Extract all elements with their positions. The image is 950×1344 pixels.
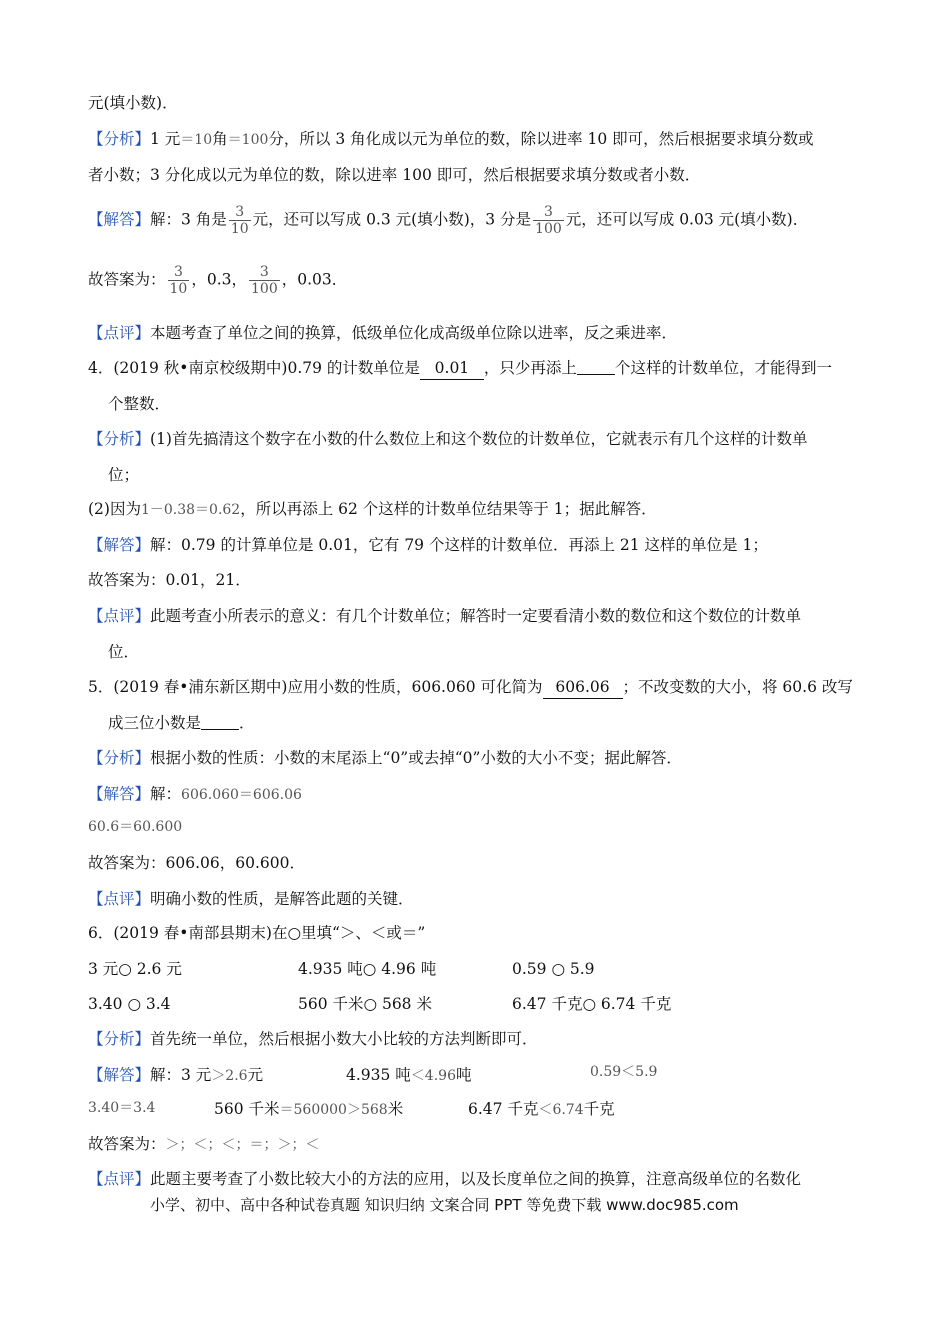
fraction: $\frac{3}{10}$ (169, 264, 188, 297)
solution-line: 【解答】解：0.79 的计算单位是 0.01，它有 79 个这样的计数单位．再添上 21 这样的单位是 1； (88, 536, 768, 554)
answer-line: 故答案为：606.06，60.600． (88, 854, 305, 872)
comment-line: 位． (108, 643, 140, 661)
comment-line: 【点评】此题考查小所表示的意义：有几个计数单位；解答时一定要看清小数的数位和这个数位的计数单 (88, 607, 802, 625)
solution-tag: 【解答】 (88, 1066, 151, 1084)
solution-tag: 【解答】 (88, 785, 151, 803)
answer-line: 故答案为：0.01，21． (88, 571, 251, 589)
answer-line: 故答案为： $\frac{3}{10}$ ，0.3， $\frac{3}{100}$ ，0.03． (88, 264, 348, 297)
compare-item: 6.47 千克○ 6.74 千克 (512, 995, 672, 1013)
blank (201, 713, 239, 730)
comment-line: 【点评】此题主要考查了小数比较大小的方法的应用，以及长度单位之间的换算，注意高级单位的名数化 (88, 1170, 802, 1188)
analysis-line: 者小数；3 分化成以元为单位的数，除以进率 100 即可，然后根据要求填分数或者小数． (88, 166, 701, 184)
solution-tag: 【解答】 (88, 210, 151, 229)
solution-item: 6.47 千克＜6.74千克 (468, 1100, 615, 1118)
analysis-tag: 【分析】 (88, 1030, 151, 1048)
footer-banner: 小学、初中、高中各种试卷真题 知识归纳 文案合同 PPT 等免费下载 www.doc985.com (150, 1196, 739, 1214)
comment-tag: 【点评】 (88, 607, 151, 625)
fraction: $\frac{3}{10}$ (230, 204, 249, 237)
analysis-line: 【分析】首先统一单位，然后根据小数大小比较的方法判断即可． (88, 1030, 538, 1048)
compare-item: 4.935 吨○ 4.96 吨 (298, 960, 437, 978)
question-6: 6．(2019 春•南部县期末)在○里填“＞、＜或＝” (88, 924, 426, 942)
solution-line: 60.6＝60.600 (88, 819, 183, 835)
fraction: $\frac{3}{100}$ (535, 204, 562, 237)
solution-line: 【解答】解：606.060＝606.06 (88, 785, 302, 803)
analysis-line: 【分析】(1)首先搞清这个数字在小数的什么数位上和这个数位的计数单位，它就表示有几个这样的计数单 (88, 430, 808, 448)
analysis-line: 【分析】根据小数的性质：小数的末尾添上“0”或去掉“0”小数的大小不变；据此解答． (88, 749, 682, 767)
comment-tag: 【点评】 (88, 324, 151, 342)
analysis-tag: 【分析】 (88, 430, 151, 448)
solution-tag: 【解答】 (88, 536, 151, 554)
answer-line: 故答案为：＞；＜；＜；＝；＞；＜ (88, 1135, 320, 1153)
compare-item: 0.59 ○ 5.9 (512, 960, 595, 978)
analysis-line: 【分析】1 元＝10角＝100分，所以 3 角化成以元为单位的数，除以进率 10 即可，然后根据要求填分数或 (88, 130, 814, 148)
question-4: 4．(2019 秋•南京校级期中)0.79 的计数单位是 0.01 ，只少再添上 个这样的计数单位，才能得到一 (88, 357, 832, 380)
answer-underline: 0.01 (420, 357, 484, 380)
answer-underline: 606.06 (543, 676, 623, 699)
solution-item: 560 千米＝560000＞568米 (214, 1100, 404, 1118)
comment-line: 【点评】明确小数的性质，是解答此题的关键． (88, 890, 414, 908)
analysis-tag: 【分析】 (88, 749, 151, 767)
analysis-line: (2)因为1－0.38＝0.62，所以再添上 62 个这样的计数单位结果等于 1；据此解答． (88, 500, 657, 518)
blank (577, 358, 615, 375)
solution-item: 0.59＜5.9 (590, 1064, 658, 1080)
comment-line: 【点评】本题考查了单位之间的换算，低级单位化成高级单位除以进率，反之乘进率． (88, 324, 678, 342)
analysis-line: 位； (108, 466, 140, 484)
question-4-cont: 个整数． (108, 395, 171, 413)
solution-line: 【解答】解：3 角是 $\frac{3}{10}$ 元，还可以写成 0.3 元(填小数)，3 分是 $\frac{3}{100}$ 元，还可以写成 0.03 元(填小数)． (88, 204, 809, 237)
compare-item: 3.40 ○ 3.4 (88, 995, 171, 1013)
comment-tag: 【点评】 (88, 890, 151, 908)
analysis-tag: 【分析】 (88, 130, 151, 148)
solution-item: 3.40＝3.4 (88, 1100, 156, 1116)
question-5: 5．(2019 春•浦东新区期中)应用小数的性质，606.060 可化简为 606.06 ；不改变数的大小，将 60.6 改写 (88, 676, 853, 699)
question-5-cont: 成三位小数是 ． (108, 714, 255, 732)
comment-tag: 【点评】 (88, 1170, 151, 1188)
solution-item: 4.935 吨＜4.96吨 (346, 1066, 472, 1084)
compare-item: 560 千米○ 568 米 (298, 995, 432, 1013)
text-line: 元(填小数)． (88, 94, 178, 112)
fraction: $\frac{3}{100}$ (251, 264, 278, 297)
compare-item: 3 元○ 2.6 元 (88, 960, 182, 978)
solution-item: 【解答】解：3 元＞2.6元 (88, 1066, 264, 1084)
